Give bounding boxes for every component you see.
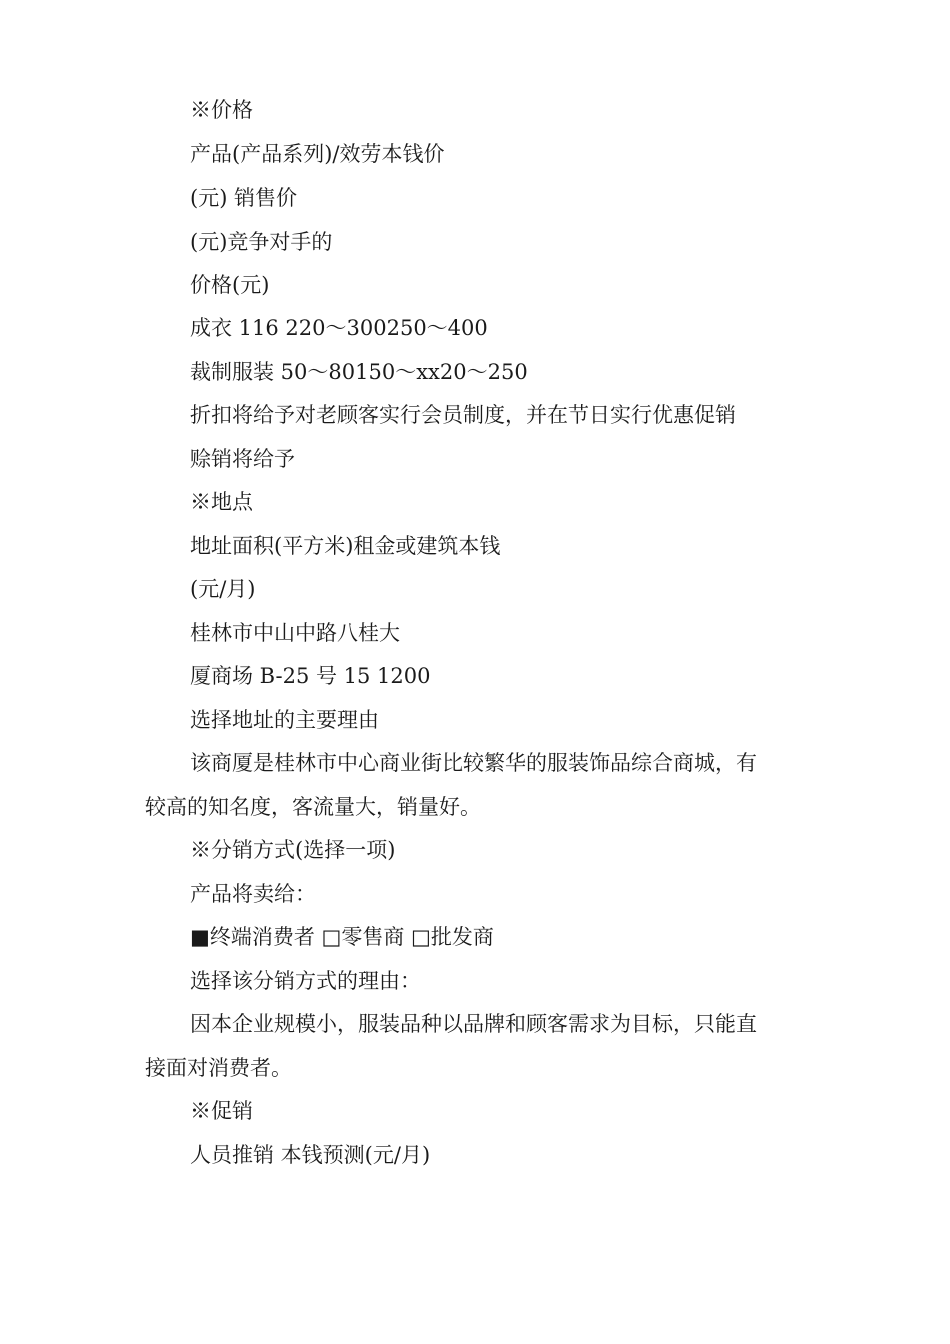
paragraph-line: 该商厦是桂林市中心商业街比较繁华的服装饰品综合商城，有 [190, 751, 757, 775]
section-heading-location: ※地点 [190, 490, 253, 514]
checkbox-options: ■终端消费者 □零售商 □批发商 [190, 925, 494, 949]
text-line: 赊销将给予 [190, 447, 295, 471]
text-line: (元) 销售价 [190, 186, 298, 210]
text-line: 选择该分销方式的理由： [190, 969, 421, 993]
text-line: 人员推销 本钱预测(元/月) [190, 1143, 431, 1167]
text-line: (元)竞争对手的 [190, 230, 333, 254]
paragraph-line: 较高的知名度，客流量大，销量好。 [145, 795, 481, 819]
section-heading-distribution: ※分销方式(选择一项) [190, 838, 396, 862]
text-line: 产品将卖给： [190, 882, 316, 906]
text-line: 产品(产品系列)/效劳本钱价 [190, 142, 445, 166]
text-line: 厦商场 B-25 号 15 1200 [190, 664, 431, 688]
text-line: 折扣将给予对老顾客实行会员制度，并在节日实行优惠促销 [190, 403, 736, 427]
text-line: 选择地址的主要理由 [190, 708, 379, 732]
text-line: (元/月) [190, 577, 256, 601]
section-heading-price: ※价格 [190, 98, 253, 122]
text-line: 价格(元) [190, 273, 270, 297]
text-line: 桂林市中山中路八桂大 [190, 621, 400, 645]
text-line: 成衣 116 220～300250～400 [190, 316, 488, 340]
section-heading-promotion: ※促销 [190, 1099, 253, 1123]
paragraph-line: 因本企业规模小，服装品种以品牌和顾客需求为目标，只能直 [190, 1012, 757, 1036]
paragraph-line: 接面对消费者。 [145, 1056, 292, 1080]
text-line: 裁制服装 50～80150～xx20～250 [190, 360, 528, 384]
text-line: 地址面积(平方米)租金或建筑本钱 [190, 534, 501, 558]
